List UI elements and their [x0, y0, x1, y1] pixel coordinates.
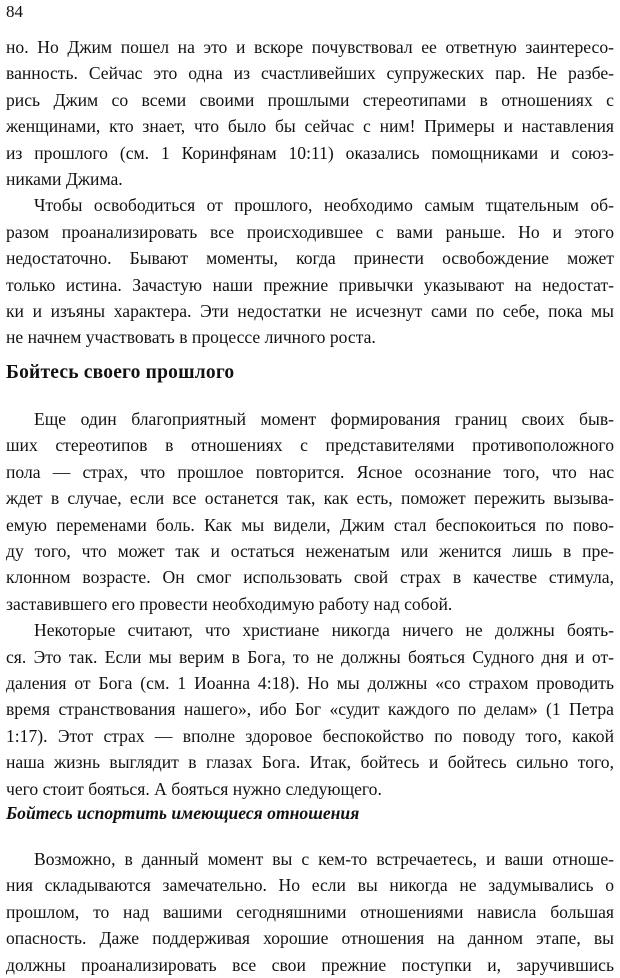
text-line: Чтобы освободиться от прошлого, необходимо самым тщательным об- — [34, 195, 614, 216]
text-line: из прошлого (см. 1 Коринфянам 10:11) оказались помощниками и союз- — [6, 142, 614, 163]
text-line: рись Джим со всеми своими прошлыми стереотипами в отношениях с — [6, 89, 614, 110]
text-line: ших стереотипов в отношениях с представителями противоположного — [6, 435, 614, 456]
text-line: недостаточно. Бывают моменты, когда принести освобождение может — [6, 248, 614, 269]
text-line: ванность. Сейчас это одна из счастливейших супружеских пар. Не разбе- — [6, 63, 614, 84]
text-line: ния складываются замечательно. Но если вы никогда не задумывались о — [6, 875, 614, 896]
text-line: Еще один благоприятный момент формирования границ своих быв- — [34, 409, 614, 429]
text-line: Возможно, в данный момент вы с кем-то встречаетесь, и ваши отноше- — [34, 849, 614, 869]
text-line: только истина. Зачастую наши прежние привычки указывают на недостат- — [6, 274, 614, 295]
text-line: Некоторые считают, что христиане никогда ничего не должны боять- — [34, 620, 614, 641]
text-line: никами Джима. — [6, 169, 123, 190]
text-line: 1:17). Этот страх — вполне здоровое беспокойство по поводу того, какой — [6, 725, 614, 746]
section-heading: Бойтесь своего прошлого — [6, 362, 235, 383]
text-line: не начнем участвовать в процессе личного роста. — [6, 327, 376, 348]
text-line: наша жизнь выглядит в глазах Бога. Итак, бойтесь и бойтесь сильно того, — [6, 752, 614, 773]
text-line: пола — страх, что прошлое повторится. Ясное осознание того, что нас — [6, 461, 614, 482]
page-number: 84 — [6, 2, 23, 21]
text-line: ждет в случае, если все останется так, как есть, поможет пережить вызыва- — [6, 488, 614, 509]
text-line: женщинами, кто знает, что было бы сейчас с ним! Примеры и наставления — [6, 116, 614, 137]
paragraphs-middle — [6, 406, 614, 802]
text-line: чего стоит бояться. А бояться нужно следующего. — [6, 778, 382, 799]
paragraphs-bottom — [6, 846, 614, 978]
text-line: даления от Бога (см. 1 Иоанна 4:18). Но мы должны «со страхом проводить — [6, 673, 614, 694]
text-line: ки и изъяны характера. Эти недостатки не исчезнут сами по себе, пока мы — [6, 301, 614, 322]
text-line: должны проанализировать все свои прежние поступки и, заручившись — [6, 954, 614, 975]
subsection-heading: Бойтесь испортить имеющиеся отношения — [6, 803, 360, 823]
text-line: прошлом, то над вашими сегодняшними отношениями нависла большая — [6, 901, 614, 922]
text-line: разом проанализировать все происходившее с вами раньше. Но и этого — [6, 221, 614, 242]
text-line: опасность. Даже поддерживая хорошие отношения на данном этапе, вы — [6, 928, 614, 949]
text-line: но. Но Джим пошел на это и вскоре почувствовал ее ответную заинтересо- — [6, 37, 614, 57]
text-line: емую переменами боль. Как мы видели, Джим стал беспокоиться по пово- — [6, 514, 614, 535]
text-line: заставившего его провести необходимую работу над собой. — [6, 593, 453, 614]
text-line: ду того, что может так и остаться неженатым или женится лишь в пре- — [6, 541, 614, 562]
text-line: время странствования нашего», ибо Бог «судит каждого по делам» (1 Петра — [6, 699, 614, 720]
text-line: ся. Это так. Если мы верим в Бога, то не должны бояться Судного дня и от- — [6, 646, 614, 667]
paragraphs-top — [6, 34, 614, 351]
text-line: клонном возрасте. Он смог использовать свой страх в качестве стимула, — [6, 567, 614, 588]
